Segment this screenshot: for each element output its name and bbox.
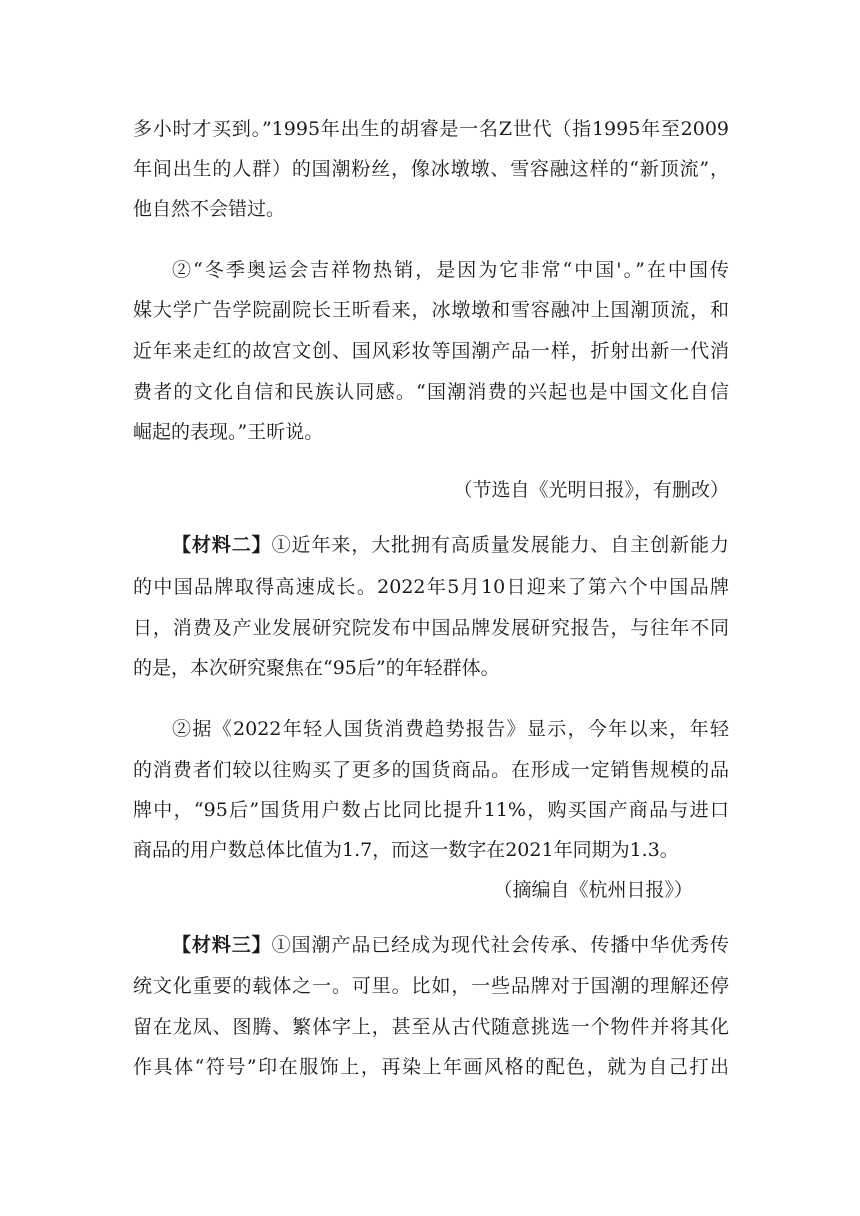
text-line: 他自然不会错过。 bbox=[133, 198, 286, 220]
text-line: 多小时才买到。”1995年出生的胡睿是一名Z世代（指1995年至2009 bbox=[133, 118, 729, 140]
text-line: 费者的文化自信和民族认同感。“国潮消费的兴起也是中国文化自信 bbox=[133, 381, 729, 403]
section-tag: 【材料三】 bbox=[172, 934, 272, 956]
text-line: ②据《2022年轻人国货消费趋势报告》显示，今年以来，年轻 bbox=[172, 718, 729, 740]
text-line: 日，消费及产业发展研究院发布中国品牌发展研究报告，与往年不同 bbox=[133, 617, 729, 639]
text-line: 作具体“符号”印在服饰上，再染上年画风格的配色，就为自己打出 bbox=[133, 1056, 729, 1078]
text-line: 统文化重要的载体之一。可里。比如，一些品牌对于国潮的理解还停 bbox=[133, 975, 729, 997]
text-line: 的中国品牌取得高速成长。2022年5月10日迎来了第六个中国品牌 bbox=[133, 576, 729, 598]
text-line: 近年来走红的故宫文创、国风彩妆等国潮产品一样，折射出新一代消 bbox=[133, 340, 729, 362]
text-line bbox=[172, 533, 729, 557]
text-line: ②“冬季奥运会吉祥物热销，是因为它非常“中国'。”在中国传 bbox=[172, 259, 729, 281]
text-line bbox=[172, 933, 729, 957]
section-tag: 【材料二】 bbox=[172, 534, 272, 556]
text-line: 留在龙凤、图腾、繁体字上，甚至从古代随意挑选一个物件并将其化 bbox=[133, 1016, 729, 1038]
text-line: 崛起的表现。”王昕说。 bbox=[133, 421, 324, 443]
text-line: 的是，本次研究聚焦在“95后”的年轻群体。 bbox=[133, 657, 500, 679]
text-line: 商品的用户数总体比值为1.7，而这一数字在2021年同期为1.3。 bbox=[133, 839, 679, 861]
text-line: 媒大学广告学院副院长王昕看来，冰墩墩和雪容融冲上国潮顶流，和 bbox=[133, 299, 729, 321]
text-line: 牌中，“95后”国货用户数占比同比提升11%，购买国产商品与进口 bbox=[133, 799, 729, 821]
text-fragment: ①近年来，大批拥有高质量发展能力、自主创新能力 bbox=[271, 534, 729, 556]
source-citation: （节选自《光明日报》，有删改） bbox=[453, 479, 729, 501]
text-line: 的消费者们较以往购买了更多的国货商品。在形成一定销售规模的品 bbox=[133, 759, 729, 781]
source-citation: （摘编自《杭州日报》） bbox=[493, 879, 693, 901]
text-line: 年间出生的人群）的国潮粉丝，像冰墩墩、雪容融这样的“新顶流”， bbox=[133, 158, 729, 180]
text-fragment: ①国潮产品已经成为现代社会传承、传播中华优秀传 bbox=[271, 934, 729, 956]
